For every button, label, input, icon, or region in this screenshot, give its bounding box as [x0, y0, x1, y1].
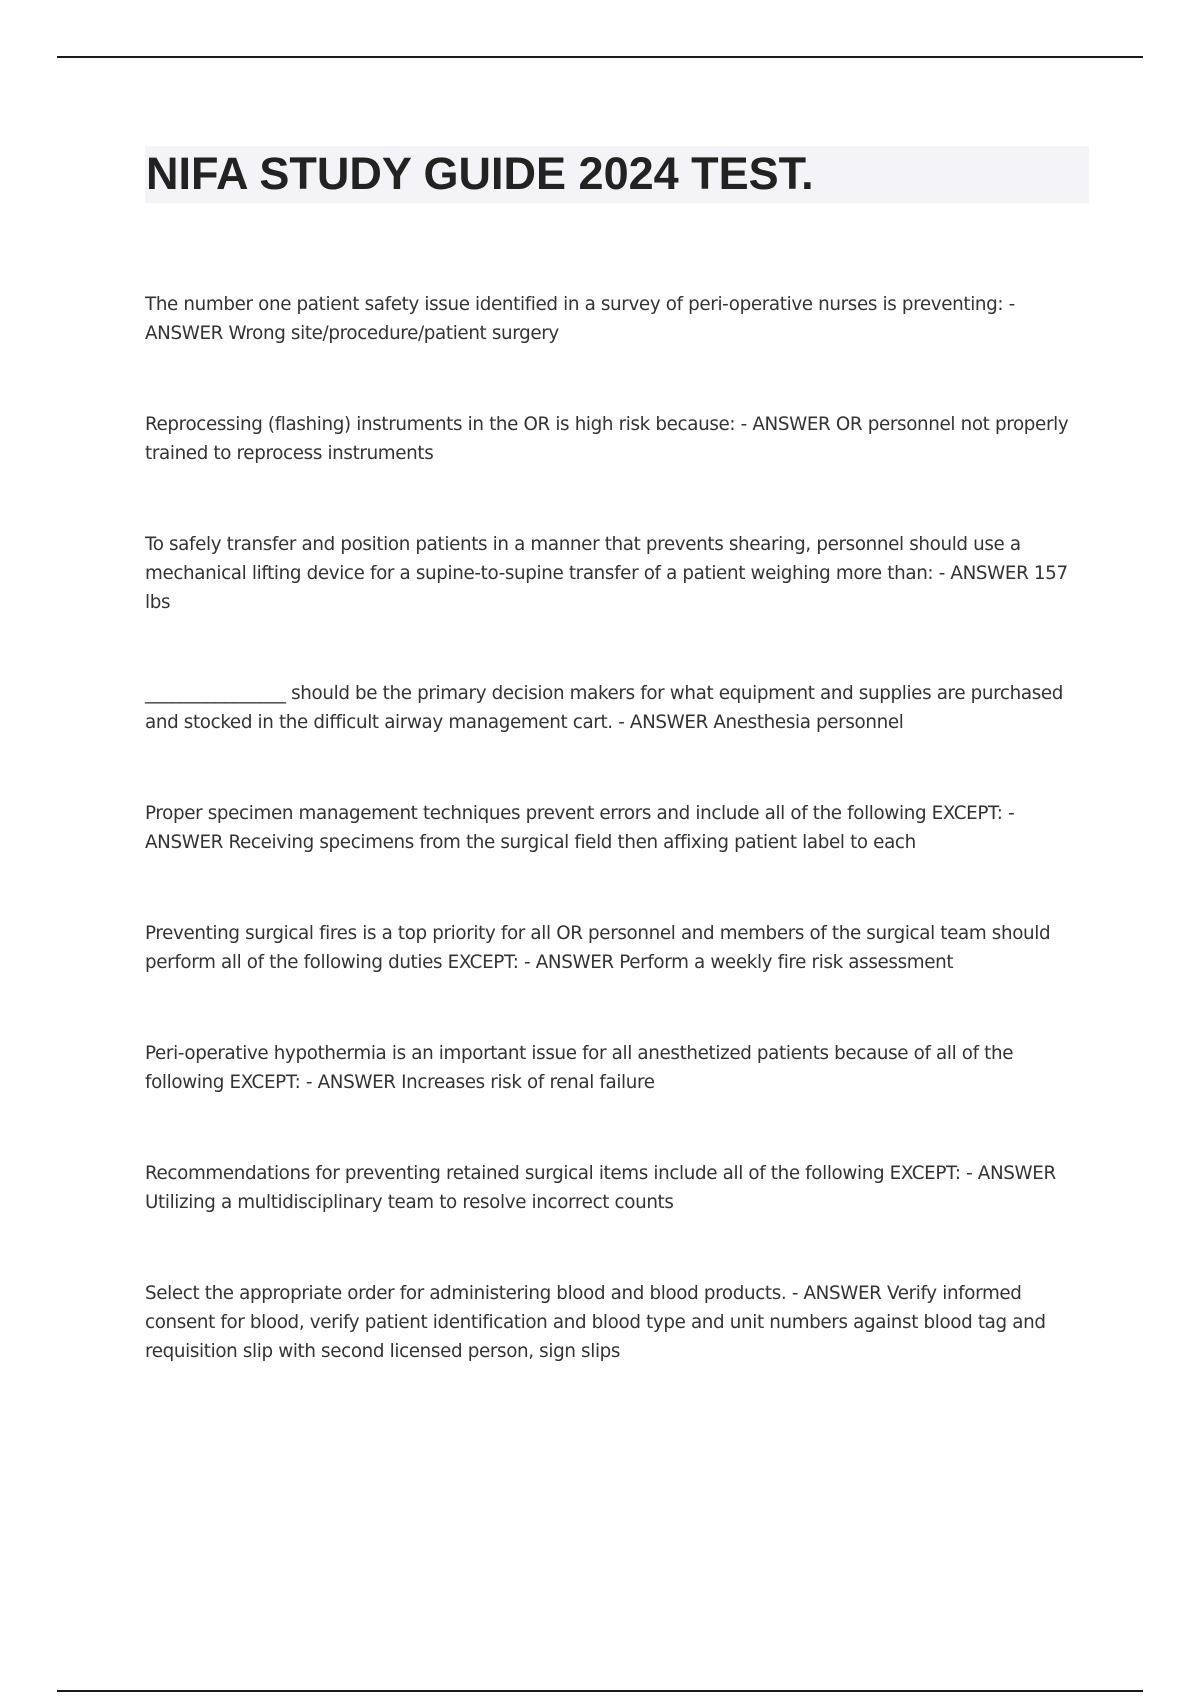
qa-item-8: Recommendations for preventing retained surgical items include all of the following EXCEPT: - ANSWER Utilizing a multidisciplinary team to resolve incorrect counts [145, 1163, 1056, 1213]
qa-item-1: The number one patient safety issue identified in a survey of peri-operative nurses is preventing: - ANSWER Wrong site/procedure/patient surgery [145, 294, 1015, 344]
bottom-rule [57, 1690, 1143, 1692]
qa-item-4: ________________ should be the primary decision makers for what equipment and supplies are purchased and stocked in the difficult airway management cart. - ANSWER Anesthesia personnel [145, 683, 1064, 733]
qa-item-5: Proper specimen management techniques prevent errors and include all of the following EXCEPT: - ANSWER Receiving specimens from the surgical field then affixing patient label to each [145, 803, 1015, 853]
qa-item-3: To safely transfer and position patients in a manner that prevents shearing, personnel should use a mechanical lifting device for a supine-to-supine transfer of a patient weighing more than: - ANSWER 157 lbs [145, 534, 1068, 613]
question-answer-list [145, 290, 1095, 1366]
top-rule [57, 56, 1143, 58]
qa-item-2: Reprocessing (flashing) instruments in the OR is high risk because: - ANSWER OR personnel not properly trained to reprocess instruments [145, 414, 1069, 464]
qa-item-9: Select the appropriate order for administering blood and blood products. - ANSWER Verify informed consent for blood, verify patient identification and blood type and unit numbers against blood tag and requisition slip with second licensed person, sign slips [145, 1283, 1046, 1362]
qa-item-7: Peri-operative hypothermia is an important issue for all anesthetized patients because of all of the following EXCEPT: - ANSWER Increases risk of renal failure [145, 1043, 1014, 1093]
qa-item-6: Preventing surgical fires is a top priority for all OR personnel and members of the surgical team should perform all of the following duties EXCEPT: - ANSWER Perform a weekly fire risk assessment [145, 923, 1051, 973]
document-title: NIFA STUDY GUIDE 2024 TEST. [146, 148, 814, 199]
